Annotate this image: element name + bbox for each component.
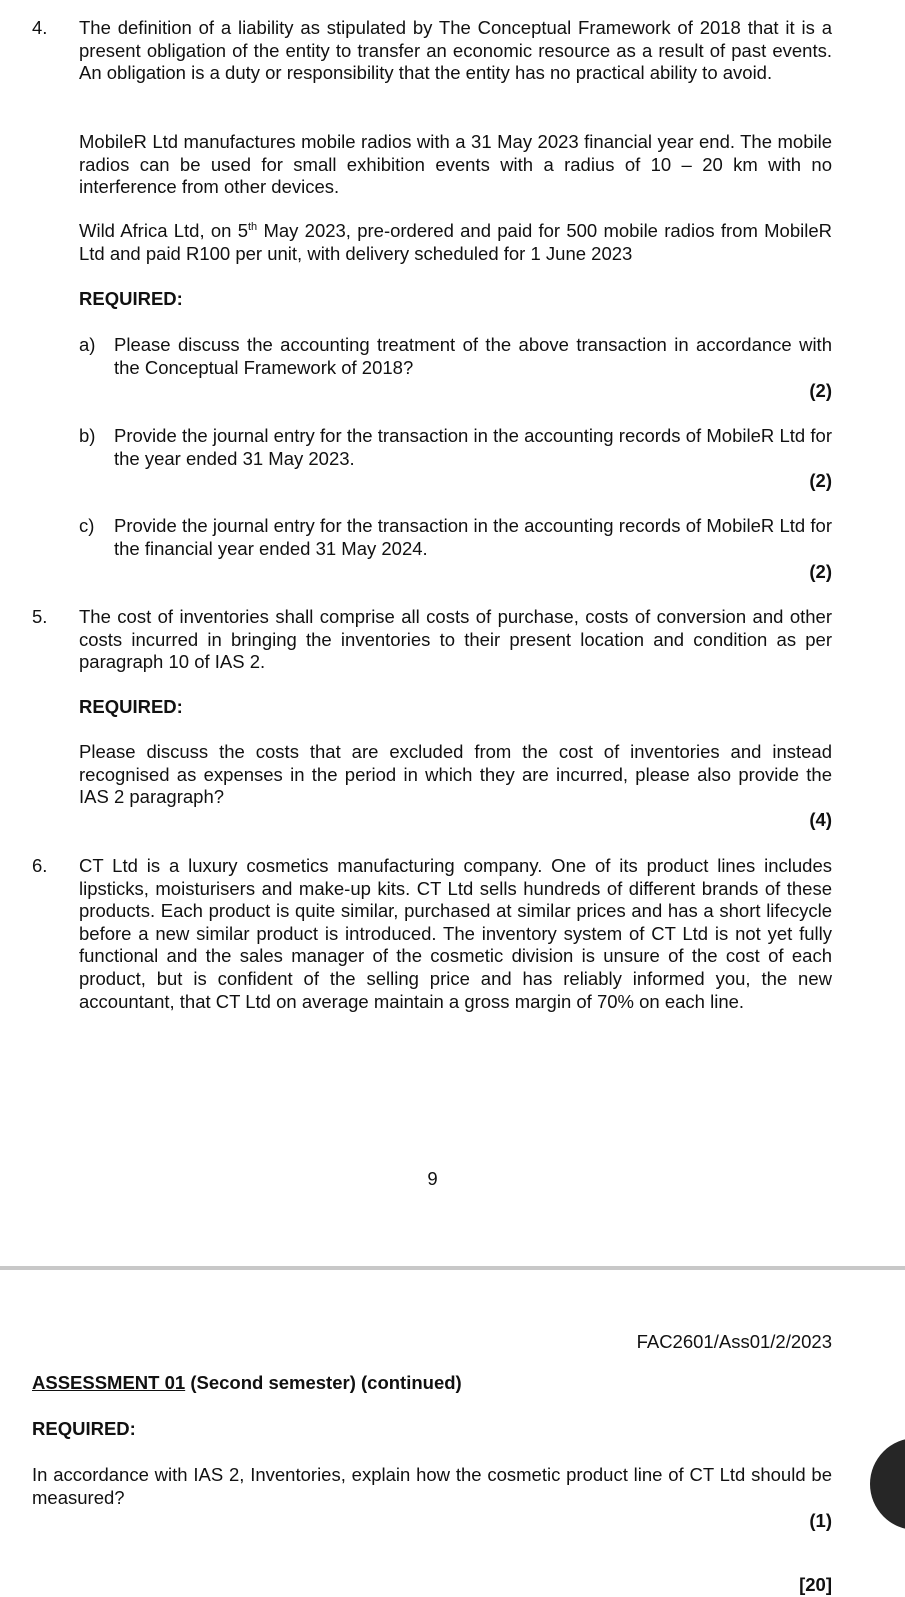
next-task: In accordance with IAS 2, Inventories, explain how the cosmetic product line of CT Ltd should be measured? — [32, 1464, 832, 1508]
q4-scenario-end: May 2023, pre-ordered and paid for 500 mobile radios from MobileR Ltd and paid R100 per unit, with delivery scheduled for 1 June 2023 — [79, 220, 832, 264]
q4b-letter: b) — [79, 425, 96, 446]
q5-required-heading: REQUIRED: — [79, 696, 183, 717]
q4b-text: Provide the journal entry for the transaction in the accounting records of MobileR Ltd for the year ended 31 May 2023. — [114, 425, 832, 469]
page-number: 9 — [427, 1168, 438, 1189]
q4-scenario-superscript: th — [248, 220, 258, 233]
question-number-4: 4. — [32, 17, 48, 38]
q5-intro: The cost of inventories shall comprise all costs of purchase, costs of conversion and other costs incurred in bringing the inventories to their present location and condition as per paragraph 10 of IAS 2. — [79, 606, 832, 673]
document-reference: FAC2601/Ass01/2/2023 — [636, 1331, 832, 1352]
question-number-6: 6. — [32, 855, 48, 876]
assessment-heading — [32, 1372, 462, 1395]
q6-intro: CT Ltd is a luxury cosmetics manufacturing company. One of its product lines includes lipsticks, moisturisers and make-up kits. CT Ltd sells hundreds of different brands of these products. Each product is quite similar, purchased at similar prices and has a short lifecycle before a new similar product is introduced. The inventory system of CT Ltd is not yet fully functional and the sales manager of the cosmetic division is unsure of the cost of each product, but is confident of the selling price and has reliably informed you, the new accountant, that CT Ltd on average maintain a gross margin of 70% on each line. — [79, 855, 832, 1012]
q4-scenario-start: Wild Africa Ltd, on 5 — [79, 220, 248, 241]
q5-marks: (4) — [809, 809, 832, 830]
q5-task: Please discuss the costs that are excluded from the cost of inventories and instead recognised as expenses in the period in which they are incurred, please also provide the IAS 2 paragraph? — [79, 741, 832, 808]
q4c-text: Provide the journal entry for the transaction in the accounting records of MobileR Ltd for the financial year ended 31 May 2024. — [114, 515, 832, 559]
q4c-marks: (2) — [809, 561, 832, 582]
q4c-letter: c) — [79, 515, 95, 536]
next-marks: (1) — [809, 1510, 832, 1531]
q4-context: MobileR Ltd manufactures mobile radios with a 31 May 2023 financial year end. The mobile radios can be used for small exhibition events with a radius of 10 – 20 km with no interference from other devices. — [79, 131, 832, 198]
q4a-letter: a) — [79, 334, 96, 355]
assessment-heading-underlined: ASSESSMENT 01 — [32, 1372, 186, 1393]
question-number-5: 5. — [32, 606, 48, 627]
page-divider — [0, 1266, 905, 1270]
total-marks-cut: [20] — [799, 1574, 832, 1595]
q4a-text: Please discuss the accounting treatment of the above transaction in accordance with the Conceptual Framework of 2018? — [114, 334, 832, 378]
q4a-marks: (2) — [809, 380, 832, 401]
q4-scenario — [79, 220, 832, 265]
assessment-heading-rest: (Second semester) (continued) — [185, 1372, 462, 1393]
q4-required-heading: REQUIRED: — [79, 288, 183, 309]
q4b-marks: (2) — [809, 470, 832, 491]
floating-action-circle[interactable] — [870, 1438, 905, 1530]
q4-intro: The definition of a liability as stipulated by The Conceptual Framework of 2018 that it is a present obligation of the entity to transfer an economic resource as a result of past events. An obligation is a duty or responsibility that the entity has no practical ability to avoid. — [79, 17, 832, 84]
next-required-heading: REQUIRED: — [32, 1418, 136, 1439]
